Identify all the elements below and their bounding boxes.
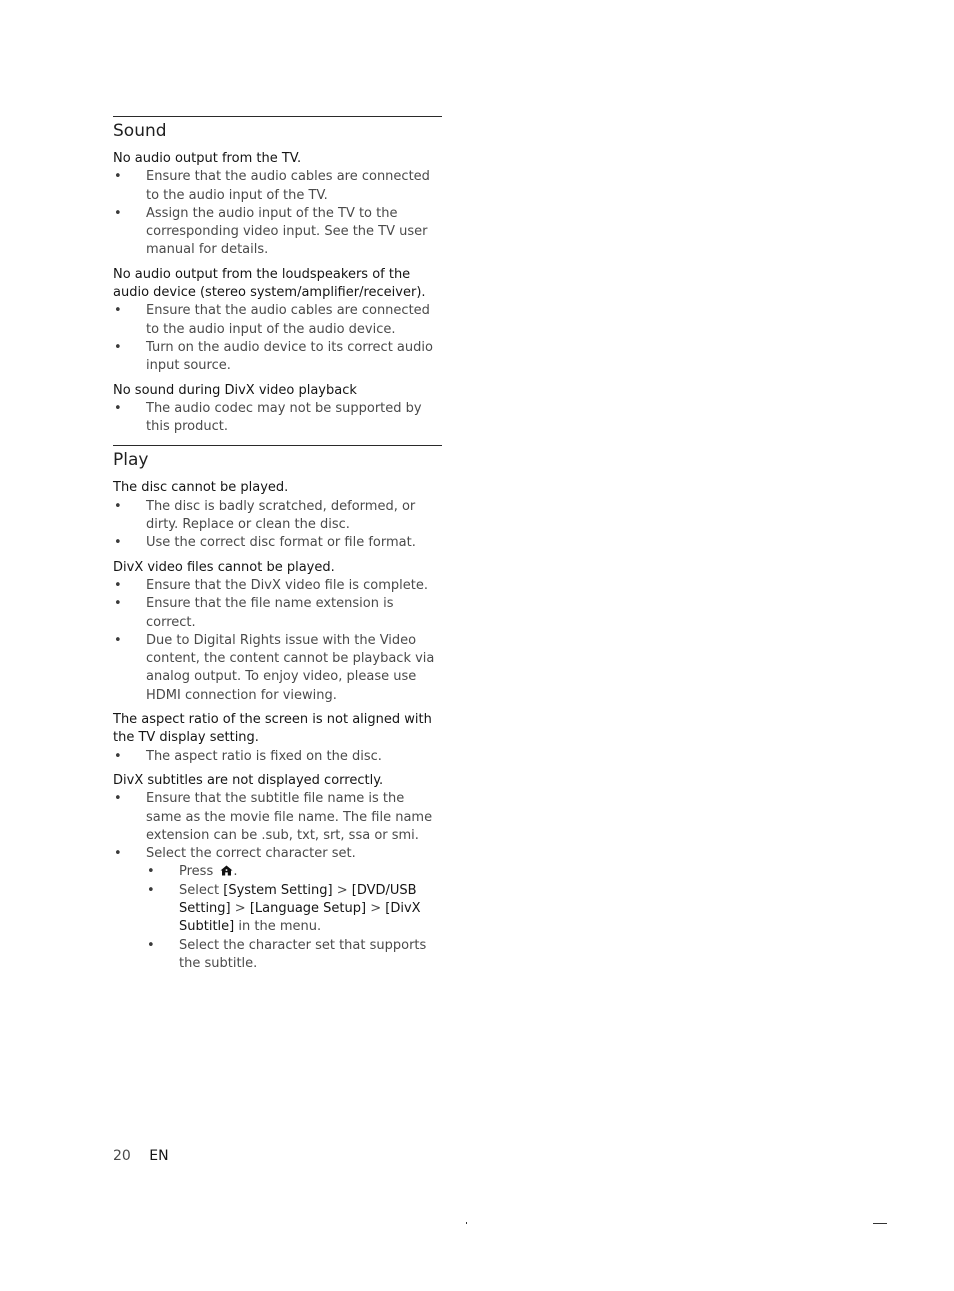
issue-heading: No audio output from the TV. [113, 151, 302, 166]
issue-heading: No sound during DivX video playback [113, 382, 357, 398]
issue [113, 150, 442, 260]
language-code: EN [149, 1148, 169, 1164]
bullet-list [113, 168, 442, 259]
print-mark [466, 1222, 467, 1224]
bullet-item: • Ensure that the file name extension is correct. [113, 595, 442, 632]
issue [113, 559, 442, 705]
sub-bullet-list [146, 863, 442, 973]
main-column [113, 116, 442, 979]
sub-bullet-item: • Press . [146, 863, 442, 881]
bullet-item: • Turn on the audio device to its correct audio input source. [113, 339, 442, 376]
bullet-item: • Ensure that the DivX video file is complete. [113, 577, 442, 595]
bullet-item: • Ensure that the audio cables are connected to the audio input of the TV. [113, 168, 442, 205]
bullet-item: • Ensure that the audio cables are connected to the audio input of the audio device. [113, 302, 442, 339]
bullet-list [113, 302, 442, 375]
menu-path-separator: > [336, 882, 348, 898]
sub-bullet-item: • Select the character set that supports the subtitle. [146, 937, 442, 974]
issue [113, 266, 442, 376]
bullet-item: • The aspect ratio is fixed on the disc. [113, 748, 442, 766]
issue-heading: The disc cannot be played. [113, 480, 289, 496]
menu-path-language-setup: [Language Setup] [249, 900, 367, 916]
section-play [113, 445, 442, 973]
bullet-list [113, 577, 442, 705]
bullet-item: • Due to Digital Rights issue with the Video content, the content cannot be playback via analog output. To enjoy video, please use HDMI connection for viewing. [113, 632, 442, 705]
bullet-list [113, 790, 442, 973]
issue-heading: DivX subtitles are not displayed correctly. [113, 772, 384, 788]
section-sound [113, 116, 442, 436]
issue [113, 711, 442, 766]
issue-heading: No audio output from the loudspeakers of the audio device (stereo system/amplifier/receiver). [113, 266, 426, 301]
home-icon [220, 864, 233, 875]
bullet-item: • The audio codec may not be supported by this product. [113, 400, 442, 437]
menu-path-divx-subtitle: [DivX Subtitle] [179, 900, 421, 935]
issue [113, 479, 442, 552]
press-text: Press [179, 864, 214, 880]
issue-heading: The aspect ratio of the screen is not aligned with the TV display setting. [113, 712, 432, 746]
bullet-item-text: Select the correct character set. [146, 846, 356, 862]
issue [113, 772, 442, 973]
select-text: Select [179, 882, 220, 898]
bullet-list [113, 498, 442, 553]
menu-path-dvd-usb-setting: [DVD/USB Setting] [179, 882, 417, 916]
bullet-item: • The disc is badly scratched, deformed, or dirty. Replace or clean the disc. [113, 498, 442, 535]
menu-path-system-setting: [System Setting] [223, 882, 333, 898]
issue [113, 382, 442, 437]
bullet-item: • Ensure that the subtitle file name is the same as the movie file name. The file name extension can be .sub, txt, srt, ssa or smi. [113, 790, 442, 845]
bullet-item-with-subitems [113, 845, 442, 973]
bullet-list [113, 748, 442, 766]
sub-bullet-item [146, 882, 442, 937]
section-title: Play [113, 450, 149, 471]
page-number: 20 [113, 1148, 131, 1164]
print-mark [873, 1223, 887, 1224]
in-the-menu-text: in the menu. [238, 919, 322, 935]
issue-heading: DivX video files cannot be played. [113, 559, 335, 575]
bullet-item: • Use the correct disc format or file format. [113, 534, 442, 552]
menu-path-separator: > [370, 900, 382, 916]
menu-path-separator: > [234, 900, 246, 916]
section-title: Sound [113, 121, 167, 141]
bullet-list [113, 400, 442, 437]
page-footer [113, 1148, 169, 1164]
bullet-item: • Assign the audio input of the TV to the corresponding video input. See the TV user manual for details. [113, 205, 442, 260]
